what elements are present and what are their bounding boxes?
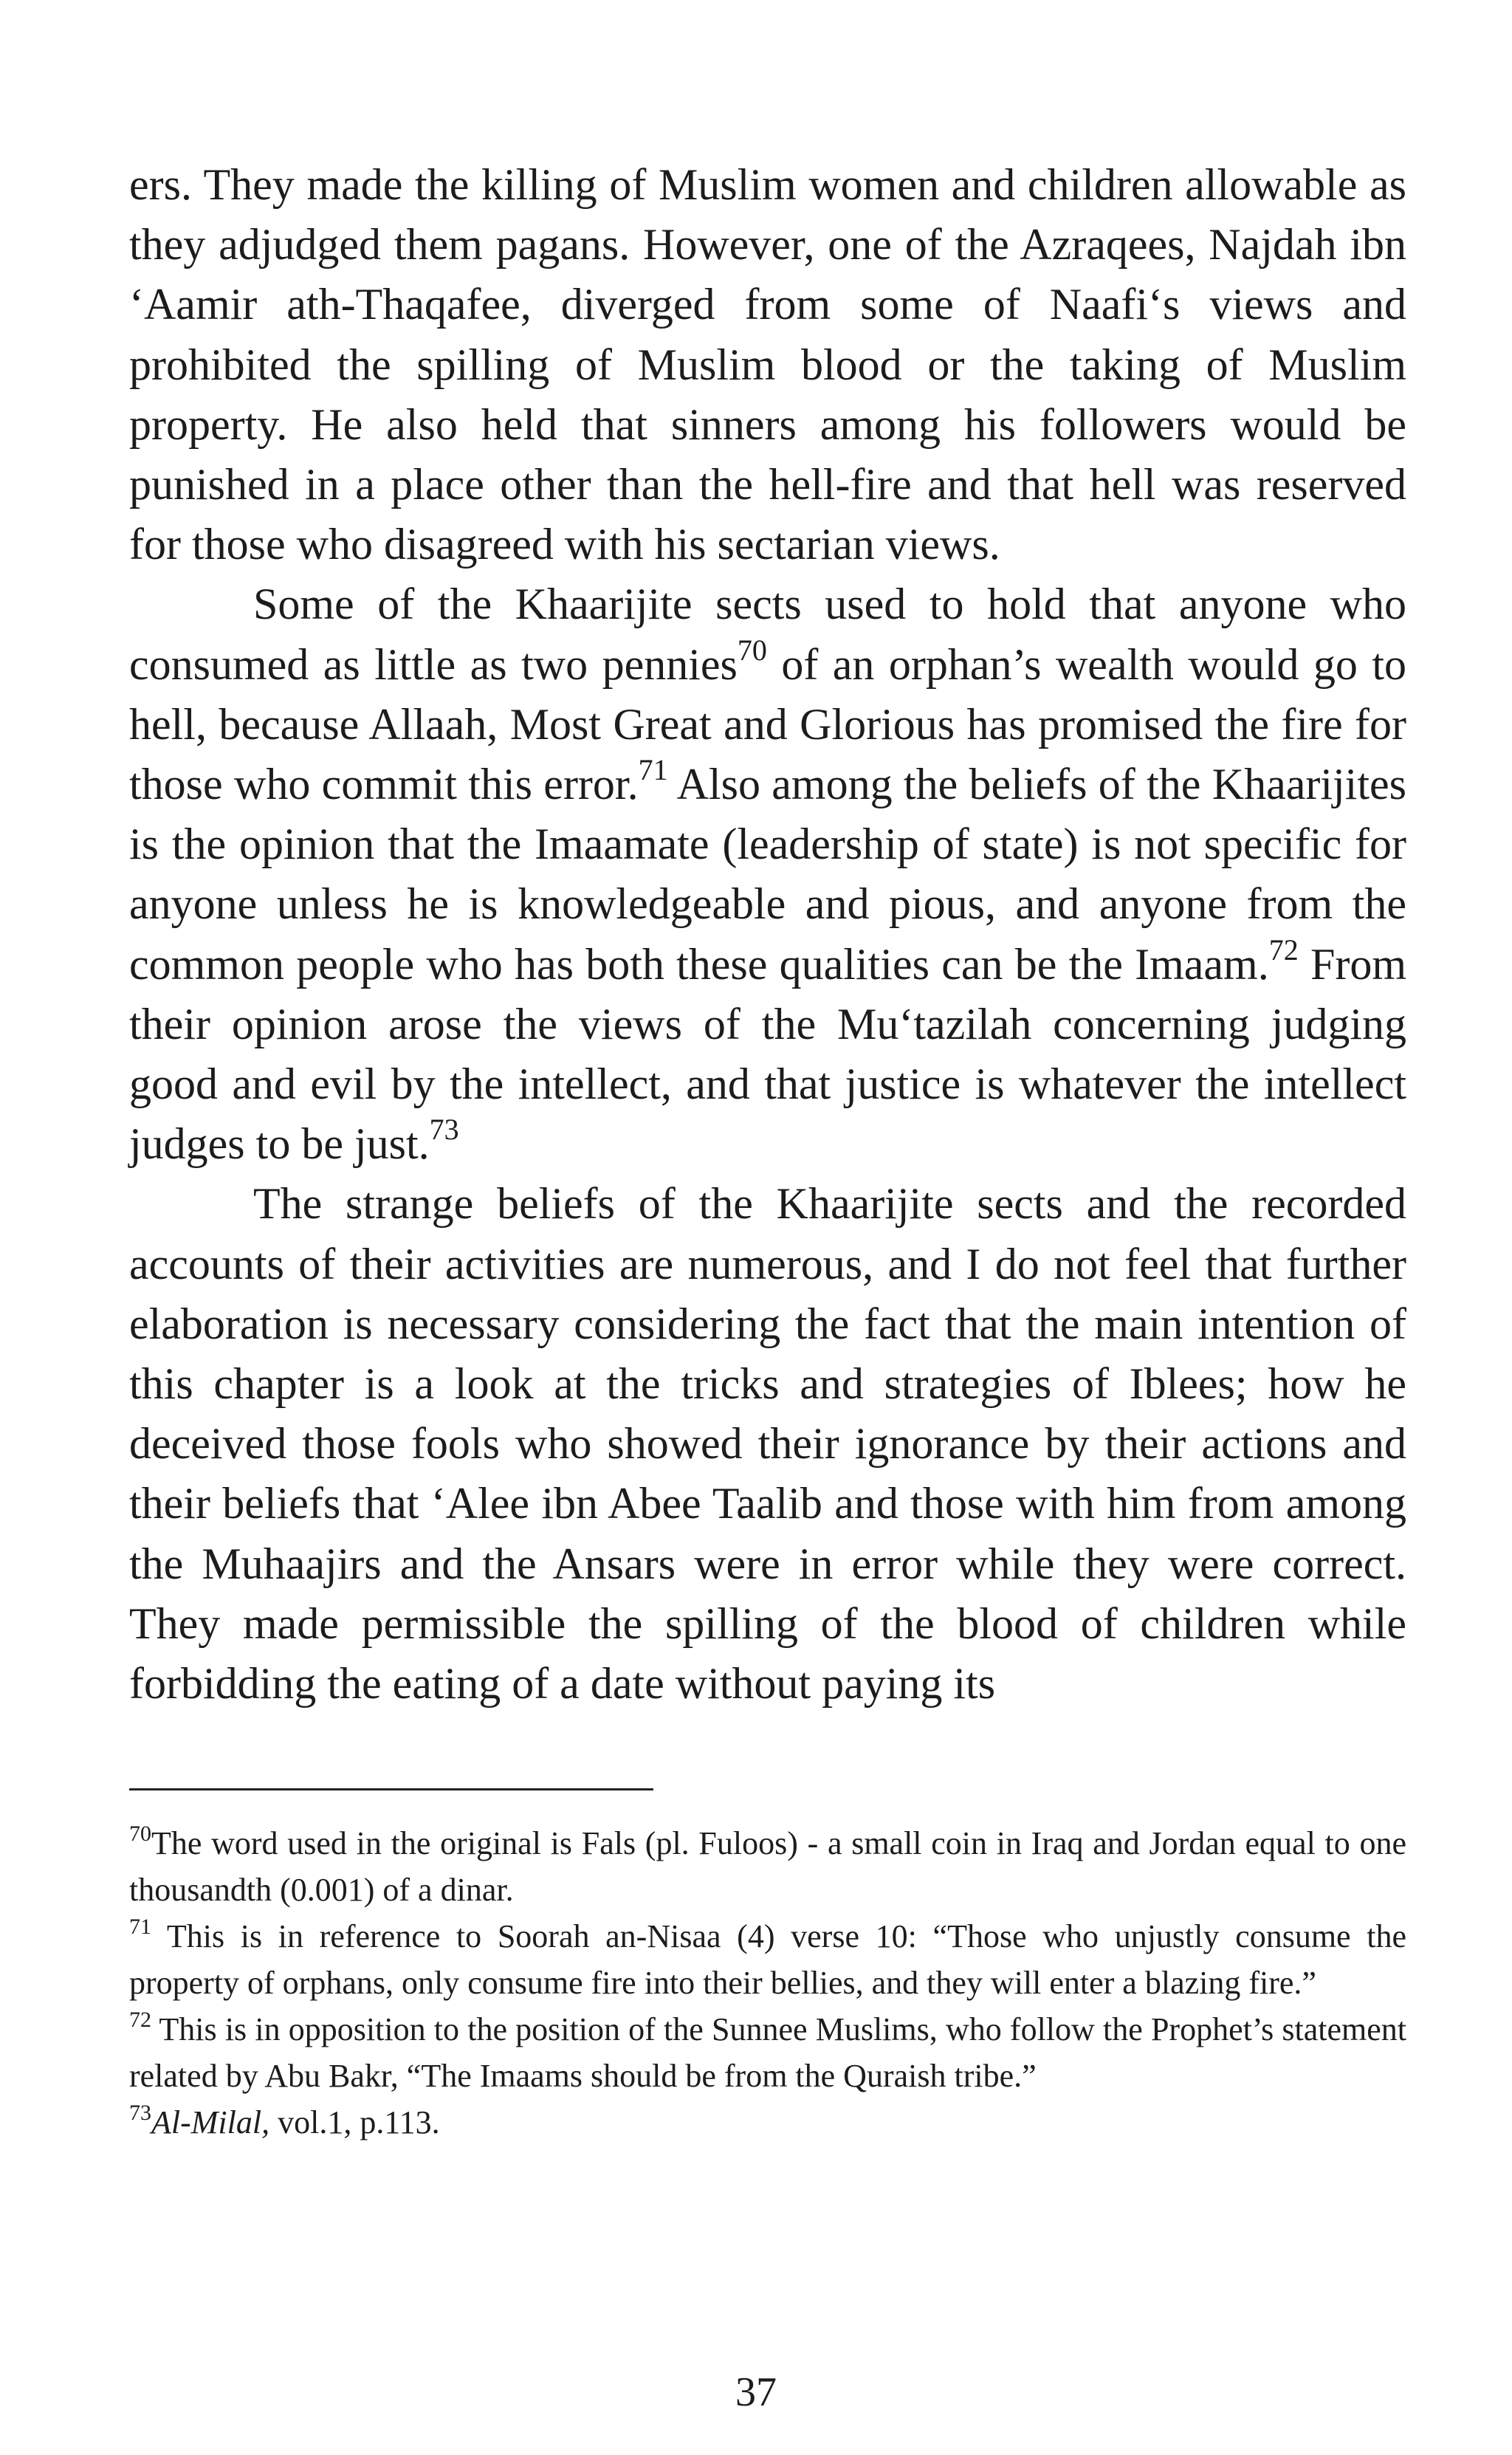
- footnote-number-70: 70: [129, 1821, 151, 1846]
- paragraph-2-part-b: of an orphan’s wealth would go to hell, because Allaah, Most Great and Glorious has promised the fire for those who commit this error.: [129, 639, 1406, 809]
- footnote-text-73: vol.1, p.113.: [269, 2104, 440, 2140]
- footnote-ref-72[interactable]: 72: [1268, 933, 1299, 966]
- paragraph-2-part-a: Some of the Khaarijite sects used to hold that anyone who consumed as little as two pennies: [129, 580, 1406, 689]
- page-number: 37: [735, 2369, 777, 2415]
- paragraph-2-part-c: Also among the beliefs of the Khaarijites is the opinion that the Imaamate (leadership of state) is not specific for anyone unless he is knowledgeable and pious, and anyone from the common people who has both these qualities can be the Imaam.: [129, 760, 1406, 989]
- footnote-text-71: This is in reference to Soorah an-Nisaa (4) verse 10: “Those who unjustly consume the property of orphans, only consume fire into their bellies, and they will enter a blazing fire.”: [129, 1918, 1406, 2001]
- footnote-ref-71[interactable]: 71: [638, 753, 668, 787]
- main-text: [129, 155, 1406, 1714]
- footnote-ref-73[interactable]: 73: [429, 1113, 459, 1147]
- paragraph-3: The strange beliefs of the Khaarijite sects and the recorded accounts of their activities are numerous, and I do not feel that further elaboration is necessary considering the fact that the main intention of this chapter is a look at the tricks and strategies of Iblees; how he deceived those fools who showed their ignorance by their actions and their beliefs that ‘Alee ibn Abee Taalib and those with him from among the Muhaajirs and the Ansars were in error while they were correct. They made permissible the spilling of the blood of children while forbidding the eating of a date without paying its: [129, 1179, 1406, 1709]
- footnote-number-73: 73: [129, 2101, 151, 2125]
- paragraph-1: ers. They made the killing of Muslim women and children allowable as they adjudged them pagans. However, one of the Azraqees, Najdah ibn ‘Aamir ath-Thaqafee, diverged from some of Naafi‘s views and prohibited the spilling of Muslim blood or the taking of Muslim property. He also held that sinners among his followers would be punished in a place other than the hell-fire and that hell was reserved for those who disagreed with his sectarian views.: [129, 160, 1406, 569]
- footnote-70: [129, 1820, 1406, 1913]
- footnote-text-72: This is in opposition to the position of the Sunnee Muslims, who follow the Prophet’s statement related by Abu Bakr, “The Imaams should be from the Quraish tribe.”: [129, 2011, 1406, 2094]
- footnote-number-72: 72: [129, 2008, 151, 2032]
- footnote-73: [129, 2099, 1406, 2146]
- footnote-text-70: The word used in the original is Fals (pl. Fuloos) - a small coin in Iraq and Jordan equal to one thousandth (0.001) of a dinar.: [129, 1825, 1406, 1908]
- footnote-source-title: Al-Milal,: [151, 2104, 270, 2140]
- footnote-number-71: 71: [129, 1915, 151, 1939]
- footnote-ref-70[interactable]: 70: [737, 633, 767, 667]
- paragraph-2: [129, 574, 1406, 1174]
- footnote-divider: [129, 1788, 653, 1790]
- body-text: [129, 155, 1406, 1714]
- footnote-72: [129, 2006, 1406, 2099]
- paragraph-2-part-d: From their opinion arose the views of the Mu‘tazilah concerning judging good and evil by the intellect, and that justice is whatever the intellect judges to be just.: [129, 939, 1406, 1169]
- footnotes: [129, 1820, 1406, 2146]
- footnote-71: [129, 1913, 1406, 2006]
